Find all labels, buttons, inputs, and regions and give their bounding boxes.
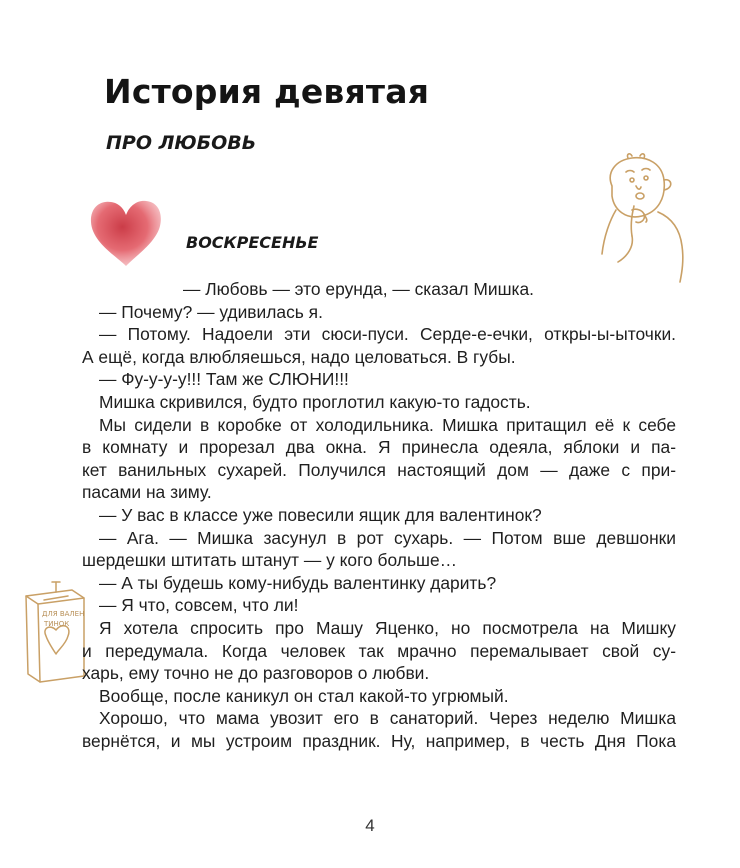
text-line: — Потому. Надоели эти сюси-пуси. Серде-е-ечки, откры-ы-ыточки. [99, 324, 676, 345]
watercolor-heart-icon [86, 196, 166, 270]
section-heading: ВОСКРЕСЕНЬЕ [186, 233, 319, 252]
text-line: харь, ему точно не до разговоров о любви. [82, 663, 430, 684]
text-line: А ещё, когда влюбляешься, надо целоваться. В губы. [82, 346, 516, 367]
text-line: пасами на зиму. [82, 482, 212, 503]
text-line: и передумала. Когда человек так мрачно перемалывает свой су- [82, 640, 676, 661]
text-line: шердешки штитать штанут — у кого больше… [82, 550, 458, 571]
page-number: 4 [365, 816, 375, 835]
valentine-box-sketch [12, 578, 92, 688]
text-line: Мы сидели в коробке от холодильника. Мишка притащил её к себе [99, 414, 676, 435]
text-line: Вообще, после каникул он стал какой-то угрюмый. [99, 685, 509, 706]
text-line: — Почему? — удивилась я. [99, 301, 323, 322]
text-line: Я хотела спросить про Машу Яценко, но посмотрела на Мишку [99, 617, 676, 638]
text-line: вернётся, и мы устроим праздник. Ну, например, в честь Дня Пока [82, 730, 676, 751]
page-title: История девятая [104, 72, 430, 111]
text-line: — Ага. — Мишка засунул в рот сухарь. — Потом вше девшонки [99, 527, 676, 548]
text-line: — Я что, совсем, что ли! [99, 595, 299, 616]
text-line: — У вас в классе уже повесили ящик для валентинок? [99, 504, 542, 525]
box-label-line-2: ТИНОК [44, 620, 70, 628]
text-line: Хорошо, что мама увозит его в санаторий. Через неделю Мишка [99, 708, 676, 729]
text-line: в комнату и прорезал два окна. Я принесла одеяла, яблоки и па- [82, 437, 676, 458]
story-body [82, 278, 676, 752]
text-line: — А ты будешь кому-нибудь валентинку дарить? [99, 572, 497, 593]
text-line: — Фу-у-у-у!!! Там же СЛЮНИ!!! [99, 369, 349, 390]
boy-sketch-illustration [592, 150, 694, 286]
text-line: Мишка скривился, будто проглотил какую-то гадость. [99, 391, 531, 412]
text-line: — Любовь — это ерунда, — сказал Мишка. [183, 279, 535, 299]
box-label-line-1: ДЛЯ ВАЛЕН [42, 610, 85, 618]
text-line: кет ванильных сухарей. Получился настоящий дом — даже с при- [82, 459, 676, 480]
chapter-subtitle: ПРО ЛЮБОВЬ [106, 132, 257, 154]
